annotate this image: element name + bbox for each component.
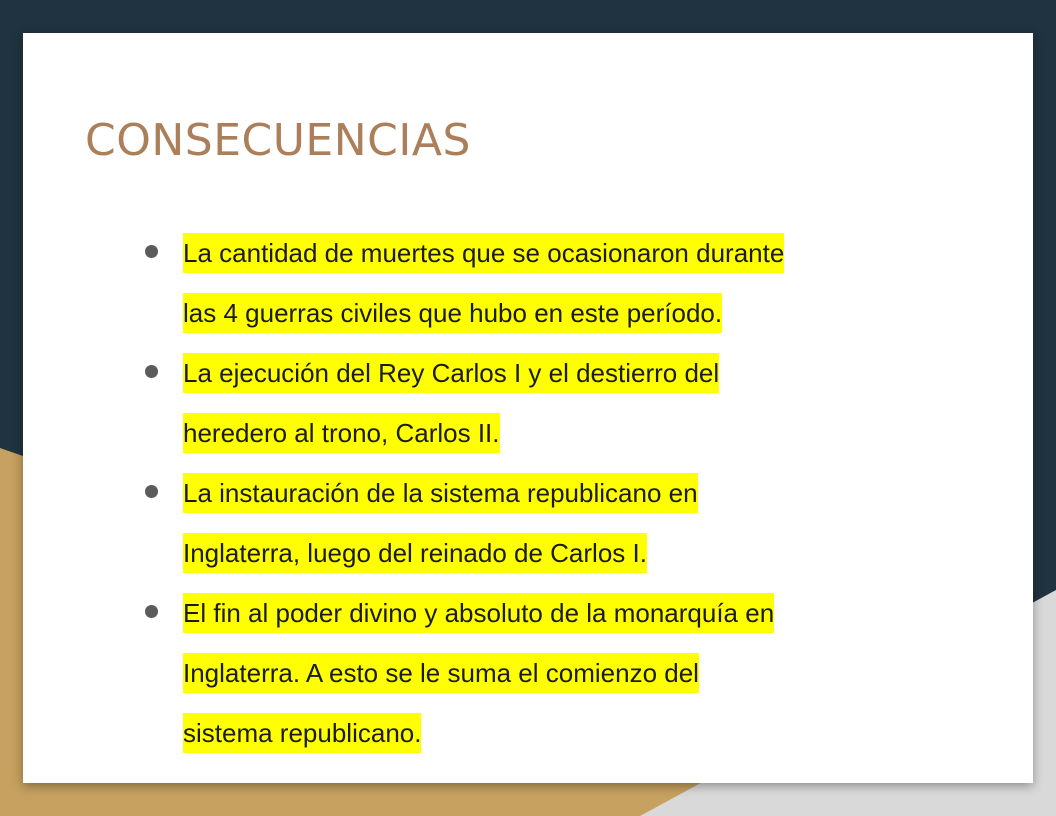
bullet-line: [183, 463, 945, 523]
bullet-dot: [145, 605, 158, 618]
highlighted-text: heredero al trono, Carlos II.: [183, 413, 500, 453]
bullet-item: [145, 223, 945, 343]
bullet-list: [145, 223, 945, 763]
bullet-line: [183, 343, 945, 403]
bullet-dot: [145, 245, 158, 258]
highlighted-text: Inglaterra. A esto se le suma el comienzo del: [183, 653, 699, 693]
highlighted-text: El fin al poder divino y absoluto de la monarquía en: [183, 593, 774, 633]
bullet-line: [183, 283, 945, 343]
bullet-dot: [145, 365, 158, 378]
bullet-item: [145, 343, 945, 463]
bullet-line: [183, 583, 945, 643]
highlighted-text: las 4 guerras civiles que hubo en este período.: [183, 293, 722, 333]
highlighted-text: La cantidad de muertes que se ocasionaron durante: [183, 233, 784, 273]
highlighted-text: sistema republicano.: [183, 713, 421, 753]
bullet-line: [183, 403, 945, 463]
highlighted-text: Inglaterra, luego del reinado de Carlos I.: [183, 533, 647, 573]
bullet-line: [183, 523, 945, 583]
bullet-item: [145, 583, 945, 763]
bullet-line: [183, 703, 945, 763]
bullet-line: [183, 643, 945, 703]
bullet-dot: [145, 485, 158, 498]
bullet-line: [183, 223, 945, 283]
highlighted-text: La instauración de la sistema republicano en: [183, 473, 698, 513]
slide-title: CONSECUENCIAS: [85, 115, 471, 166]
bullet-item: [145, 463, 945, 583]
highlighted-text: La ejecución del Rey Carlos I y el destierro del: [183, 353, 719, 393]
